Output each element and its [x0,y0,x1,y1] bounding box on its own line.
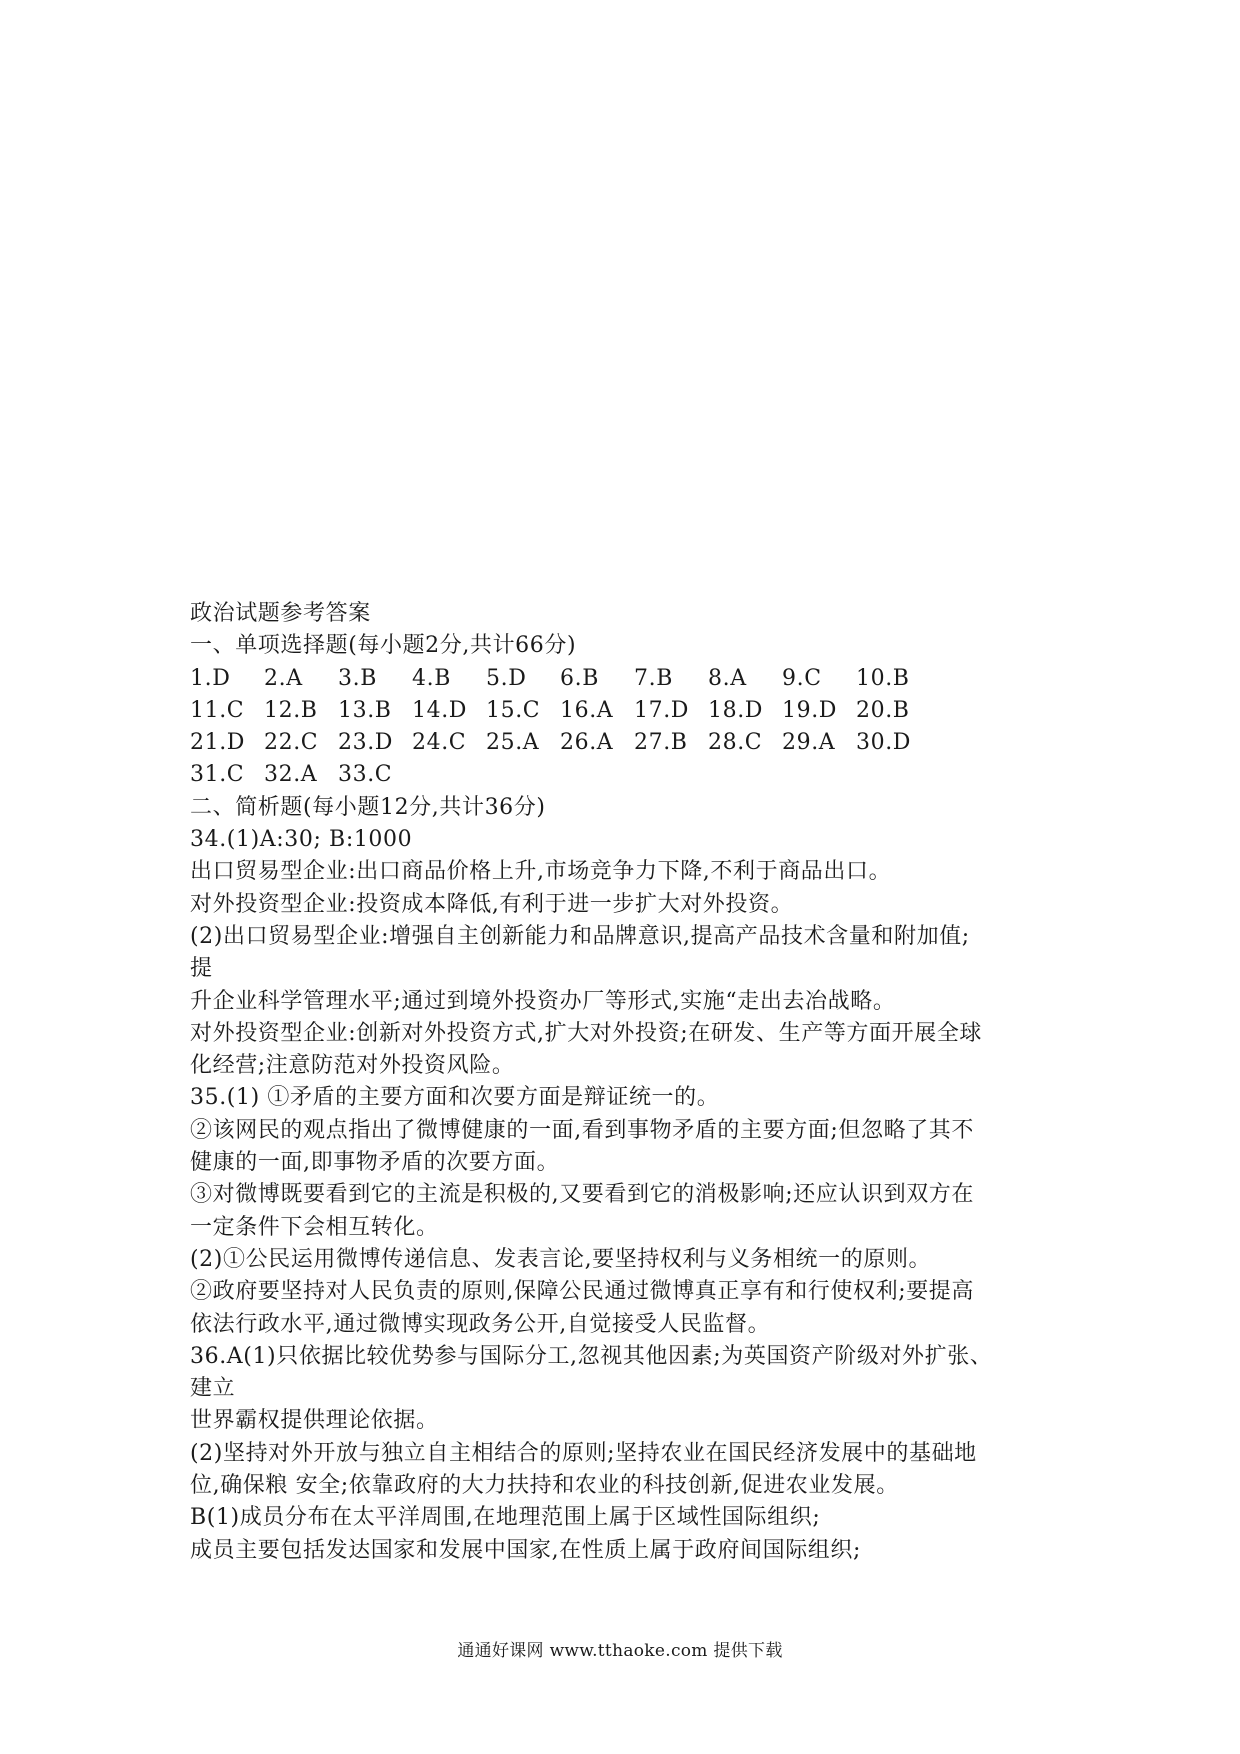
answer-item: 6.B [560,665,599,691]
answer-item: 10.B [856,665,910,691]
answer-item: 21.D [190,730,246,756]
answer-item: 14.D [412,697,468,723]
answer-line: 36.A(1)只依据比较优势参与国际分工,忽视其他因素;为英国资产阶级对外扩张、 [190,1343,993,1369]
answer-item: 8.A [708,665,747,691]
answer-line: ③对微博既要看到它的主流是积极的,又要看到它的消极影响;还应认识到双方在 [190,1182,975,1208]
answer-row [190,663,1070,695]
answer-line: 成员主要包括发达国家和发展中国家,在性质上属于政府间国际组织; [190,1537,862,1563]
answer-line: 世界霸权提供理论依据。 [190,1408,439,1434]
answer-line: 升企业科学管理水平;通过到境外投资办厂等形式,实施“走出去冶战略。 [190,988,896,1014]
answer-line: 依法行政水平,通过微博实现政务公开,自觉接受人民监督。 [190,1311,771,1337]
answer-item: 30.D [856,730,912,756]
answer-line: 化经营;注意防范对外投资风险。 [190,1053,515,1079]
answer-item: 20.B [856,697,910,723]
answer-row [190,695,1070,727]
answer-row [190,727,1070,759]
answer-item: 31.C [190,762,245,788]
answer-item: 33.C [338,762,393,788]
answer-line: 34.(1)A:30; B:1000 [190,827,413,853]
answer-line: 一定条件下会相互转化。 [190,1214,439,1240]
answer-line: 建立 [190,1376,236,1402]
answer-item: 18.D [708,697,764,723]
answer-item: 1.D [190,665,231,691]
answer-item: 2.A [264,665,303,691]
answer-item: 17.D [634,697,690,723]
answer-item: 13.B [338,697,392,723]
answer-item: 11.C [190,697,245,723]
answer-line: (2)出口贸易型企业:增强自主创新能力和品牌意识,提高产品技术含量和附加值; [190,923,970,949]
choice-answers [190,663,1070,792]
answer-item: 12.B [264,697,318,723]
answer-item: 19.D [782,697,838,723]
answer-item: 32.A [264,762,318,788]
answer-item: 3.B [338,665,377,691]
answer-item: 25.A [486,730,540,756]
footer-source: 通通好课网 www.tthaoke.com 提供下载 [457,1641,783,1661]
answer-item: 4.B [412,665,451,691]
answer-item: 7.B [634,665,673,691]
answer-item: 28.C [708,730,763,756]
answer-line: ②该网民的观点指出了微博健康的一面,看到事物矛盾的主要方面;但忽略了其不 [190,1117,975,1143]
answer-row [190,759,1070,791]
analysis-answers [190,824,1070,1567]
answer-item: 29.A [782,730,836,756]
document-title: 政治试题参考答案 [190,601,371,626]
answer-item: 16.A [560,697,614,723]
answer-line: 健康的一面,即事物矛盾的次要方面。 [190,1150,560,1176]
answer-item: 9.C [782,665,822,691]
section2-heading: 二、简析题(每小题12分,共计36分) [190,794,546,820]
answer-item: 23.D [338,730,394,756]
answer-line: B(1)成员分布在太平洋周围,在地理范围上属于区域性国际组织; [190,1505,821,1531]
answer-line: 对外投资型企业:投资成本降低,有利于进一步扩大对外投资。 [190,891,794,917]
answer-line: ②政府要坚持对人民负责的原则,保障公民通过微博真正享有和行使权利;要提高 [190,1279,975,1305]
answer-line: (2)①公民运用微博传递信息、发表言论,要坚持权利与义务相统一的原则。 [190,1246,932,1272]
answer-line: 出口贸易型企业:出口商品价格上升,市场竞争力下降,不利于商品出口。 [190,859,892,885]
answer-item: 26.A [560,730,614,756]
answer-line: 35.(1) ①矛盾的主要方面和次要方面是辩证统一的。 [190,1085,720,1111]
answer-item: 22.C [264,730,319,756]
answer-line: 提 [190,956,213,982]
answer-item: 27.B [634,730,688,756]
section1-heading: 一、单项选择题(每小题2分,共计66分) [190,633,577,659]
answer-item: 15.C [486,697,541,723]
answer-item: 24.C [412,730,467,756]
answer-line: (2)坚持对外开放与独立自主相结合的原则;坚持农业在国民经济发展中的基础地 [190,1440,977,1466]
answer-item: 5.D [486,665,527,691]
answer-line: 对外投资型企业:创新对外投资方式,扩大对外投资;在研发、生产等方面开展全球 [190,1020,983,1046]
answer-document [190,598,1070,1567]
answer-line: 位,确保粮 安全;依靠政府的大力扶持和农业的科技创新,促进农业发展。 [190,1473,899,1499]
